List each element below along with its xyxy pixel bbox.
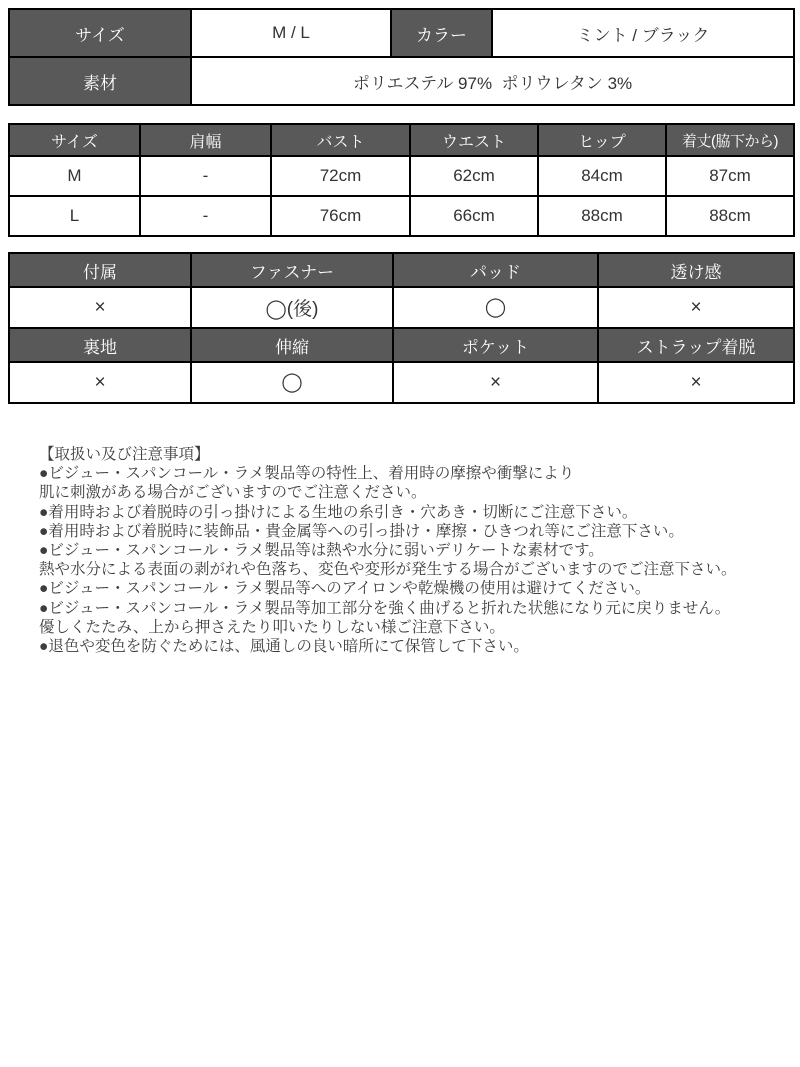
col-header-stretch: 伸縮 [191,328,393,362]
col-header-fastener: ファスナー [191,253,393,287]
handling-notes-section [8,445,792,656]
spec-table [8,8,795,106]
features-value-row-2 [9,362,794,403]
size-m-waist: 62cm [410,156,538,196]
measurements-header-row [9,124,794,156]
measurements-table [8,123,795,237]
size-value-cell: M / L [191,9,391,57]
col-header-pocket: ポケット [393,328,598,362]
col-header-shoulder: 肩幅 [140,124,271,156]
pad-value: ◯ [393,287,598,328]
note-line: 優しくたたみ、上から押さえたり叩いたりしない様ご注意下さい。 [39,618,505,636]
fastener-value: ◯(後) [191,287,393,328]
material-label-cell: 素材 [9,57,191,105]
size-l-length: 88cm [666,196,794,236]
note-line: 肌に刺激がある場合がございますのでご注意ください。 [39,484,427,502]
pocket-value: × [393,362,598,403]
stretch-value: ◯ [191,362,393,403]
spec-row-material [9,57,794,105]
size-l-shoulder: - [140,196,271,236]
note-line: ●ビジュー・スパンコール・ラメ製品等の特性上、着用時の摩擦や衝撃により [39,465,575,483]
size-label-cell: サイズ [9,9,191,57]
strap-value: × [598,362,794,403]
table-row-size-l [9,196,794,236]
size-l-label: L [9,196,140,236]
size-m-bust: 72cm [271,156,410,196]
accessories-value: × [9,287,191,328]
col-header-hip: ヒップ [538,124,666,156]
note-line: ●ビジュー・スパンコール・ラメ製品等加工部分を強く曲げると折れた状態になり元に戻りません。 [39,599,731,617]
note-line: ●着用時および着脱時に装飾品・貴金属等への引っ掛け・摩擦・ひきつれ等にご注意下さい。 [39,522,684,540]
col-header-lining: 裏地 [9,328,191,362]
note-line: ●退色や変色を防ぐためには、風通しの良い暗所にて保管して下さい。 [39,638,529,656]
features-header-row-1 [9,253,794,287]
size-m-shoulder: - [140,156,271,196]
sheerness-value: × [598,287,794,328]
col-header-bust: バスト [271,124,410,156]
color-label-cell: カラー [391,9,492,57]
size-m-hip: 84cm [538,156,666,196]
features-value-row-1 [9,287,794,328]
col-header-sheerness: 透け感 [598,253,794,287]
lining-value: × [9,362,191,403]
handling-notes-title: 【取扱い及び注意事項】 [39,446,210,463]
color-value-cell: ミント / ブラック [492,9,794,57]
table-row-size-m [9,156,794,196]
material-value-cell: ポリエステル 97% ポリウレタン 3% [191,57,794,105]
col-header-length: 着丈(脇下から) [666,124,794,156]
note-line: ●着用時および着脱時の引っ掛けによる生地の糸引き・穴あき・切断にご注意下さい。 [39,503,638,521]
col-header-size: サイズ [9,124,140,156]
spec-row-size-color [9,9,794,57]
size-m-label: M [9,156,140,196]
note-line: 熱や水分による表面の剥がれや色落ち、変色や変形が発生する場合がございますのでご注意下さい。 [39,561,737,579]
col-header-waist: ウエスト [410,124,538,156]
size-m-length: 87cm [666,156,794,196]
col-header-pad: パッド [393,253,598,287]
features-table [8,252,795,404]
size-l-hip: 88cm [538,196,666,236]
col-header-strap: ストラップ着脱 [598,328,794,362]
features-header-row-2 [9,328,794,362]
note-line: ●ビジュー・スパンコール・ラメ製品等へのアイロンや乾燥機の使用は避けてください。 [39,580,651,598]
size-l-waist: 66cm [410,196,538,236]
size-l-bust: 76cm [271,196,410,236]
col-header-accessories: 付属 [9,253,191,287]
note-line: ●ビジュー・スパンコール・ラメ製品等は熱や水分に弱いデリケートな素材です。 [39,542,604,560]
